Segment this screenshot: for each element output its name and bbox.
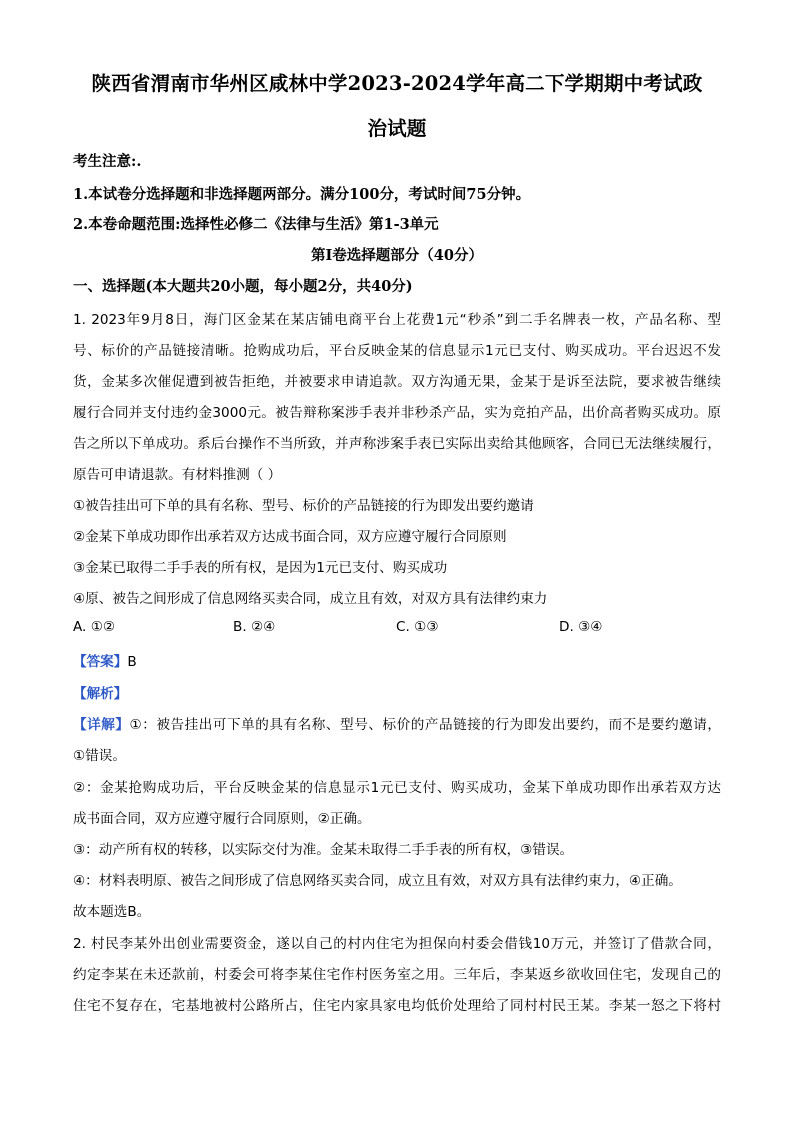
q1-detail-line: ④：材料表明原、被告之间形成了信息网络买卖合同，成立且有效，对双方具有法律约束力，④正确。: [73, 873, 682, 889]
q1-stem-line: 履行合同并支付违约金3000元。被告辩称案涉手表并非秒杀产品，实为竞拍产品，出价高者购买成功。原: [73, 405, 721, 421]
q1-detail-line: 成书面合同，双方应遵守履行合同原则，②正确。: [73, 811, 371, 827]
notice-item-2: 2.本卷命题范围:选择性必修二《法律与生活》第1-3单元: [73, 216, 439, 233]
q2-stem-line: 住宅不复存在，宅基地被村公路所占，住宅内家具家电均低价处理给了同村村民王某。李某一怒之下将村: [73, 998, 721, 1014]
detail-text: ①：被告挂出可下单的具有名称、型号、标价的产品链接的行为即发出要约，而不是要约邀请，: [129, 717, 722, 733]
detail-tag: 【详解】: [73, 717, 130, 733]
q1-answer: [73, 650, 137, 670]
answer-tag: 【答案】: [73, 654, 128, 670]
q1-option-b: B. ②④: [233, 619, 276, 635]
q1-stem-line: 号、标价的产品链接清晰。抢购成功后，平台反映金某的信息显示1元已支付、购买成功。平台迟迟不发: [73, 343, 721, 359]
q1-detail-line: ③：动产所有权的转移，以实际交付为准。金某未取得二手手表的所有权，③错误。: [73, 842, 574, 858]
exam-title-line2: 治试题: [367, 117, 427, 140]
q1-stem-line: 1. 2023年9月8日，海门区金某在某店铺电商平台上花费1元“秒杀”到二手名牌表一枚，产品名称、型: [73, 312, 721, 328]
q1-detail-line: [73, 713, 721, 733]
notice-item-1: 1.本试卷分选择题和非选择题两部分。满分100分，考试时间75分钟。: [73, 186, 531, 203]
notice-heading: 考生注意:.: [73, 153, 142, 170]
section-heading: 一、选择题(本大题共20小题，每小题2分，共40分): [73, 278, 413, 295]
q2-stem-line: 约定李某在未还款前，村委会可将李某住宅作村医务室之用。三年后，李某返乡欲收回住宅，发现自己的: [73, 967, 721, 983]
q1-statement: ③金某已取得二手手表的所有权，是因为1元已支付、购买成功: [73, 560, 448, 576]
part1-heading: 第Ⅰ卷选择题部分（40分）: [311, 247, 483, 264]
q1-option-a: A. ①②: [73, 619, 116, 635]
q1-option-c: C. ①③: [396, 619, 439, 635]
q1-detail-line: ①错误。: [73, 748, 126, 764]
q1-analysis: [73, 682, 127, 702]
q1-detail-line: ②：金某抢购成功后，平台反映金某的信息显示1元已支付、购买成功，金某下单成功即作出承若双方达: [73, 780, 721, 796]
answer-value: B: [127, 654, 137, 670]
q2-stem-line: 2. 村民李某外出创业需要资金，遂以自己的村内住宅为担保向村委会借钱10万元，并签订了借款合同，: [73, 936, 721, 952]
q1-detail-line: 故本题选B。: [73, 904, 151, 920]
analysis-tag: 【解析】: [73, 686, 128, 702]
exam-title-line1: 陕西省渭南市华州区咸林中学2023-2024学年高二下学期期中考试政: [91, 72, 703, 95]
q1-stem-line: 告之所以下单成功。系后台操作不当所致，并声称涉案手表已实际出卖给其他顾客，合同已无法继续履行，: [73, 436, 721, 452]
q1-statement: ④原、被告之间形成了信息网络买卖合同，成立且有效，对双方具有法律约束力: [73, 591, 548, 607]
q1-statement: ②金某下单成功即作出承若双方达成书面合同，双方应遵守履行合同原则: [73, 529, 507, 545]
q1-statement: ①被告挂出可下单的具有名称、型号、标价的产品链接的行为即发出要约邀请: [73, 498, 534, 514]
q1-stem-line: 原告可申请退款。有材料推测（ ）: [73, 467, 282, 483]
q1-option-d: D. ③④: [559, 619, 603, 635]
q1-stem-line: 货，金某多次催促遭到被告拒绝，并被要求申请追款。双方沟通无果，金某于是诉至法院，要求被告继续: [73, 374, 721, 390]
